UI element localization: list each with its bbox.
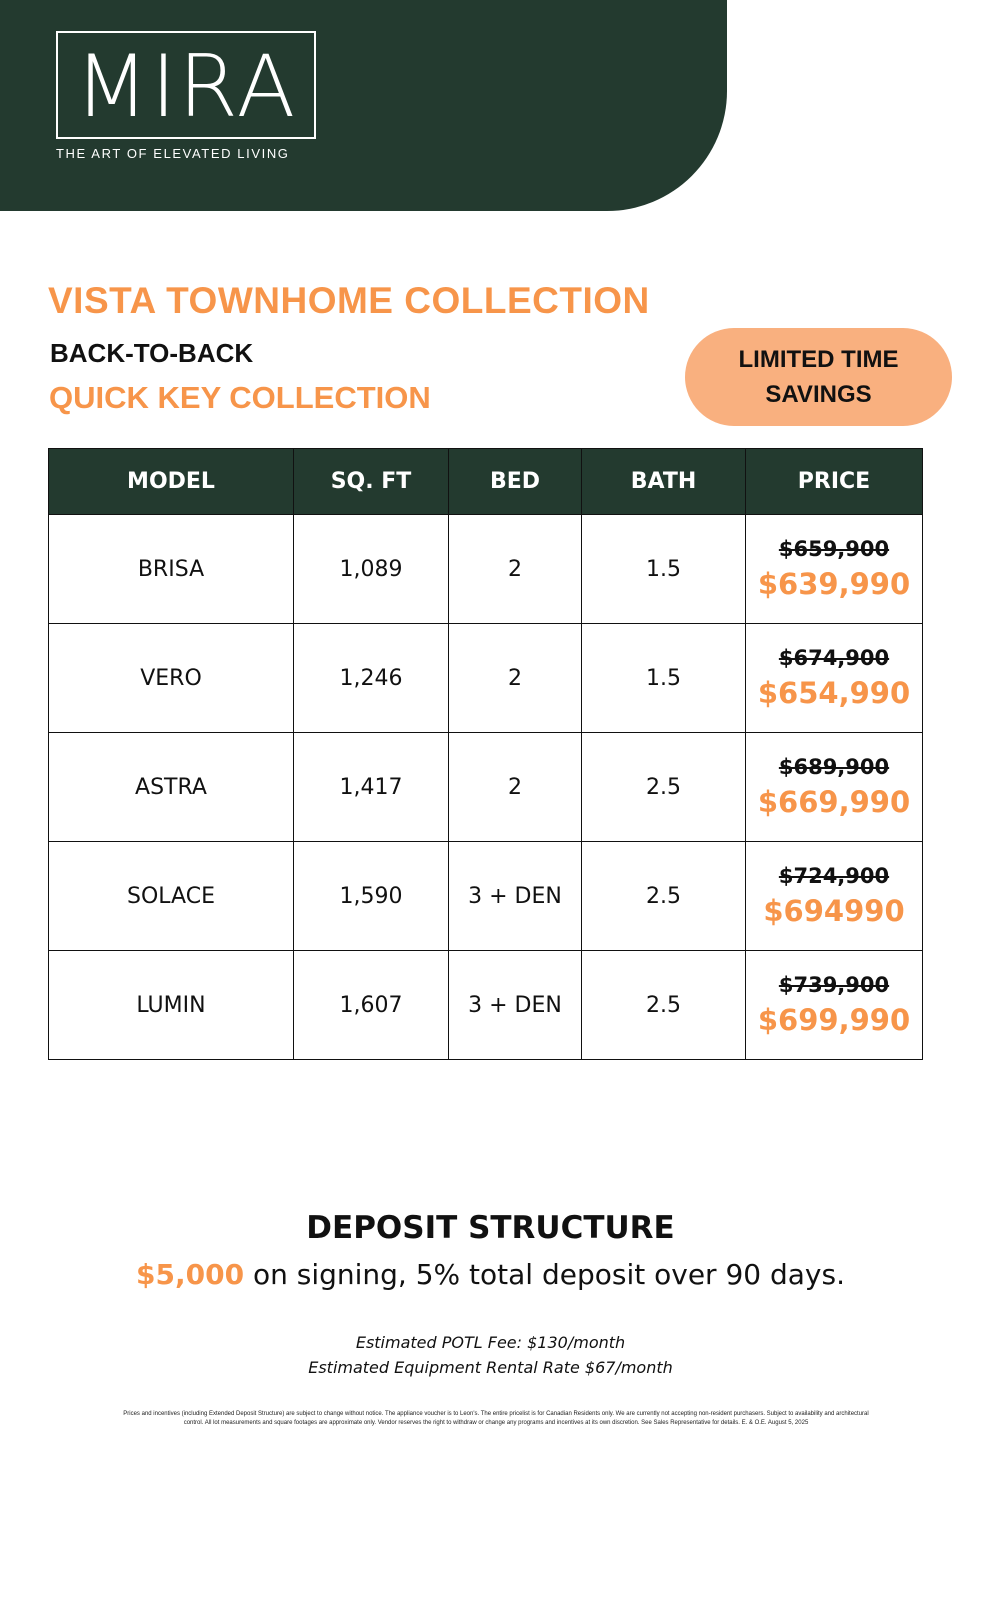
sale-price: $669,990 xyxy=(757,785,911,819)
badge-line-2: SAVINGS xyxy=(765,381,872,408)
cell-bath: 2.5 xyxy=(582,733,746,842)
cell-sqft: 1,417 xyxy=(294,733,449,842)
header-bed: BED xyxy=(449,449,582,515)
table-row xyxy=(49,624,923,733)
cell-bath: 1.5 xyxy=(582,515,746,624)
cell-model: BRISA xyxy=(49,515,294,624)
cell-bath: 2.5 xyxy=(582,842,746,951)
sale-price: $694990 xyxy=(763,894,905,928)
home-type: BACK-TO-BACK xyxy=(50,338,254,368)
cell-sqft: 1,246 xyxy=(294,624,449,733)
cell-model: LUMIN xyxy=(49,951,294,1060)
deposit-text: on signing, 5% total deposit over 90 days. xyxy=(244,1258,845,1291)
table-header-row xyxy=(49,449,923,515)
table-row xyxy=(49,515,923,624)
cell-sqft: 1,590 xyxy=(294,842,449,951)
cell-bed: 3 + DEN xyxy=(449,951,582,1060)
cell-bed: 2 xyxy=(449,733,582,842)
cell-price xyxy=(746,733,923,842)
header-band xyxy=(0,0,727,211)
cell-price xyxy=(746,515,923,624)
cell-bath: 2.5 xyxy=(582,951,746,1060)
cell-price xyxy=(746,951,923,1060)
limited-time-badge xyxy=(685,328,952,426)
header-bath: BATH xyxy=(582,449,746,515)
header-sqft: SQ. FT xyxy=(294,449,449,515)
pricing-table xyxy=(48,448,923,1060)
deposit-amount: $5,000 xyxy=(136,1258,245,1291)
cell-bed: 2 xyxy=(449,515,582,624)
potl-fee: Estimated POTL Fee: $130/month xyxy=(355,1333,626,1352)
old-price: $659,900 xyxy=(778,537,890,561)
cell-price xyxy=(746,624,923,733)
sale-price: $654,990 xyxy=(757,676,911,710)
disclaimer-line-1: Prices and incentives (including Extended Deposit Structure) are subject to change without notice. The appliance voucher is to Leon's. The entire pricelist is for Canadian Residents only. We are currently not accepting non-resident purchasers. Subject to availability and architectural xyxy=(123,1411,869,1417)
disclaimer xyxy=(68,1410,924,1428)
equipment-rental: Estimated Equipment Rental Rate $67/month xyxy=(308,1358,673,1377)
cell-model: SOLACE xyxy=(49,842,294,951)
deposit-terms xyxy=(0,1258,981,1291)
header-price: PRICE xyxy=(746,449,923,515)
brand-logo xyxy=(56,31,316,139)
disclaimer-line-2: control. All lot measurements and square footages are approximate only. Vendor reserves the right to withdraw or change any programs and incentives at its own discretion. See Sales Representative for details. E. & O.E. August 5, 2025 xyxy=(183,1420,809,1426)
cell-price xyxy=(746,842,923,951)
old-price: $689,900 xyxy=(778,755,890,779)
logo-wordmark: MIRA xyxy=(74,37,298,137)
table-row xyxy=(49,951,923,1060)
header-model: MODEL xyxy=(49,449,294,515)
cell-sqft: 1,607 xyxy=(294,951,449,1060)
cell-model: VERO xyxy=(49,624,294,733)
brand-tagline: THE ART OF ELEVATED LIVING xyxy=(56,146,290,161)
badge-line-1: LIMITED TIME xyxy=(738,346,899,373)
sale-price: $699,990 xyxy=(757,1003,911,1037)
cell-bath: 1.5 xyxy=(582,624,746,733)
old-price: $724,900 xyxy=(778,864,890,888)
cell-sqft: 1,089 xyxy=(294,515,449,624)
table-row xyxy=(49,842,923,951)
cell-model: ASTRA xyxy=(49,733,294,842)
cell-bed: 2 xyxy=(449,624,582,733)
old-price: $739,900 xyxy=(778,973,890,997)
table-row xyxy=(49,733,923,842)
deposit-title: DEPOSIT STRUCTURE xyxy=(306,1210,675,1246)
sale-price: $639,990 xyxy=(757,567,911,601)
cell-bed: 3 + DEN xyxy=(449,842,582,951)
old-price: $674,900 xyxy=(778,646,890,670)
sub-collection-title: QUICK KEY COLLECTION xyxy=(49,380,431,415)
collection-title: VISTA TOWNHOME COLLECTION xyxy=(48,280,650,321)
